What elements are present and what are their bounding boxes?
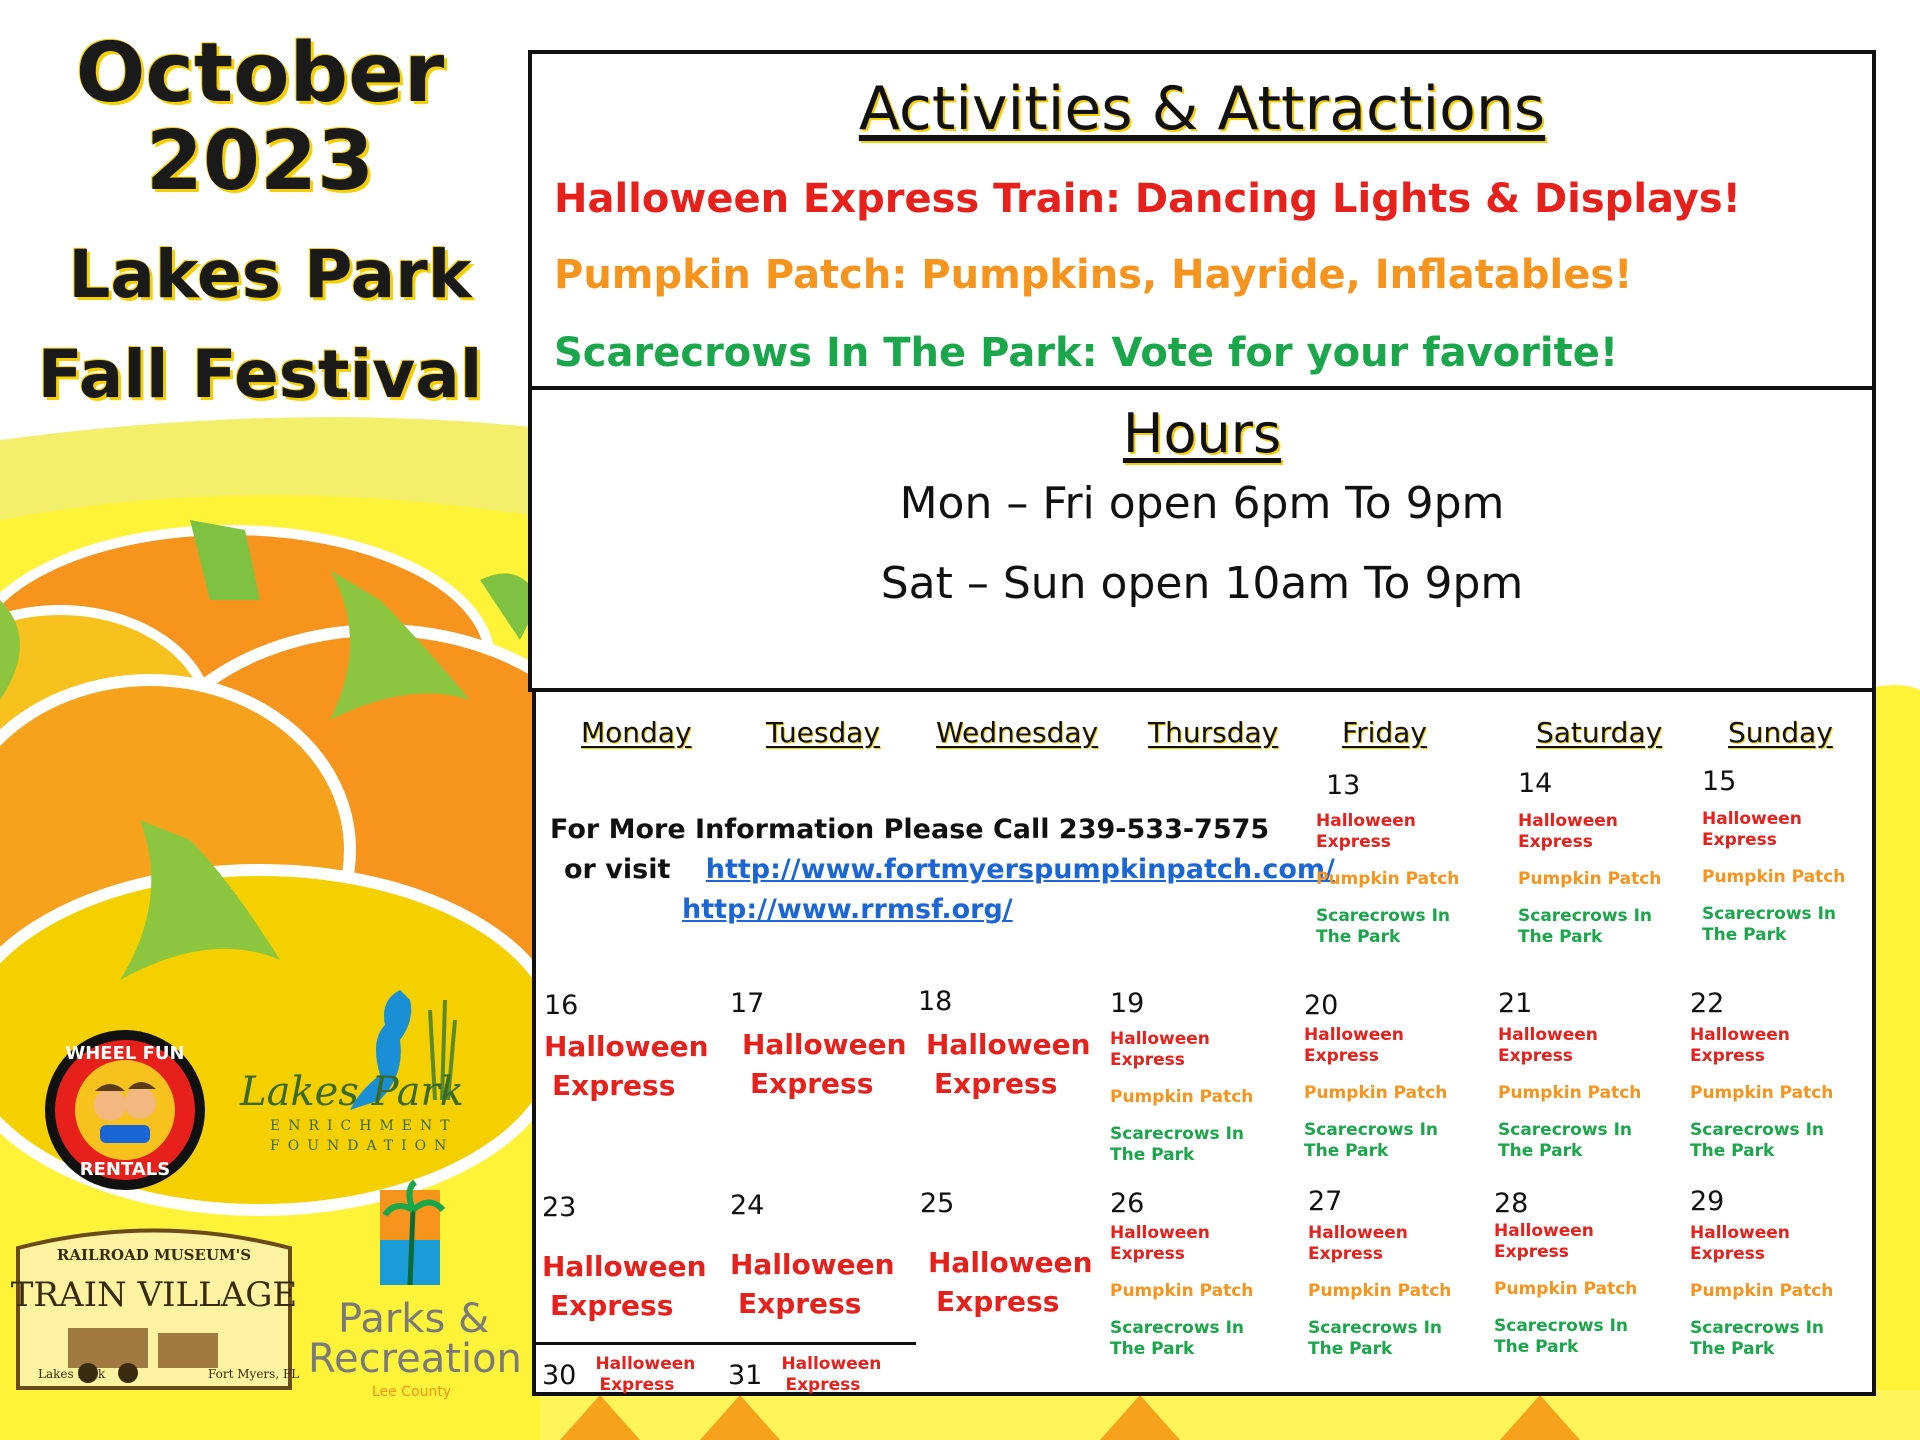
day-header-monday: Monday	[581, 716, 692, 749]
date-number: 16	[544, 990, 579, 1021]
link-rrmsf[interactable]: http://www.rrmsf.org/	[682, 894, 1013, 925]
day-cell-17	[730, 988, 910, 1103]
event-train-big: Halloween	[928, 1246, 1093, 1279]
event-pumpkin: Pumpkin Patch	[1690, 1083, 1834, 1103]
event-train: Halloween Express	[1690, 1025, 1790, 1066]
day-cell-18	[918, 986, 1098, 1103]
activities-heading: Activities & Attractions	[858, 74, 1546, 144]
event-train-big: Express	[936, 1285, 1060, 1318]
date-number: 31	[728, 1360, 763, 1391]
event-train: Halloween Express	[1308, 1223, 1408, 1264]
title-park: Lakes Park	[68, 236, 472, 313]
day-cell-13	[1316, 770, 1496, 948]
day-header-tuesday: Tuesday	[766, 716, 880, 749]
calendar-panel	[532, 688, 1876, 1396]
event-pumpkin: Pumpkin Patch	[1498, 1083, 1642, 1103]
lakespark-small-text: Lakes Park	[38, 1367, 106, 1381]
event-train-big: Express	[750, 1067, 874, 1100]
lakespark-sub1: ENRICHMENT	[270, 1118, 458, 1134]
day-cell-16	[544, 990, 724, 1105]
event-pumpkin: Pumpkin Patch	[1304, 1083, 1448, 1103]
event-scarecrow: Scarecrows In The Park	[1494, 1316, 1629, 1357]
day-cell-19	[1110, 988, 1290, 1166]
county-text: Lee County	[372, 1384, 452, 1400]
parks-text: Parks &	[338, 1296, 490, 1342]
date-number: 22	[1690, 988, 1725, 1019]
event-pumpkin: Pumpkin Patch	[1110, 1087, 1254, 1107]
date-number: 19	[1110, 988, 1145, 1019]
hours-weekday: Mon – Fri open 6pm To 9pm	[899, 478, 1505, 529]
activity-scarecrow: Scarecrows In The Park: Vote for your favorite!	[554, 330, 1619, 376]
link-pumpkinpatch[interactable]: http://www.fortmyerspumpkinpatch.com/	[705, 854, 1335, 885]
day-cell-14	[1518, 768, 1698, 948]
event-train-big: Express	[934, 1067, 1058, 1100]
event-train: Halloween Express	[1304, 1025, 1404, 1066]
date-number: 25	[920, 1188, 955, 1219]
info-visit: or visit	[564, 854, 671, 885]
event-train: Halloween Express	[1110, 1029, 1210, 1070]
activity-train: Halloween Express Train: Dancing Lights & Displays!	[554, 176, 1741, 222]
title-month: October	[75, 26, 445, 121]
recreation-text: Recreation	[308, 1336, 522, 1382]
trainvillage-text: TRAIN VILLAGE	[10, 1275, 298, 1315]
hours-panel	[528, 386, 1876, 692]
day-cell-30	[542, 1354, 722, 1396]
event-scarecrow: Scarecrows In The Park	[1316, 906, 1451, 947]
date-number: 20	[1304, 990, 1339, 1021]
event-pumpkin: Pumpkin Patch	[1110, 1281, 1254, 1301]
event-scarecrow: Scarecrows In The Park	[1690, 1120, 1825, 1161]
day-cell-21	[1498, 988, 1678, 1162]
date-number: 26	[1110, 1188, 1145, 1219]
day-cell-26	[1110, 1188, 1290, 1360]
day-cell-22	[1690, 988, 1870, 1162]
day-cell-20	[1304, 990, 1484, 1162]
day-cell-25	[920, 1188, 1100, 1321]
event-scarecrow: Scarecrows In The Park	[1304, 1120, 1439, 1161]
day-cell-23	[542, 1192, 722, 1325]
event-train: Halloween Express	[1690, 1223, 1790, 1264]
lakespark-sub2: FOUNDATION	[270, 1138, 455, 1154]
date-number: 21	[1498, 988, 1533, 1019]
date-number: 24	[730, 1190, 765, 1221]
day-header-thursday: Thursday	[1148, 716, 1279, 749]
event-train: Halloween Express	[1498, 1025, 1598, 1066]
wheelfun-top-text: WHEEL FUN	[65, 1043, 185, 1064]
day-header-wednesday: Wednesday	[936, 716, 1099, 749]
event-train: Halloween Express	[1494, 1221, 1594, 1262]
wheelfun-logo	[40, 1025, 210, 1195]
date-number: 13	[1326, 770, 1361, 801]
event-scarecrow: Scarecrows In The Park	[1110, 1318, 1245, 1359]
event-scarecrow: Scarecrows In The Park	[1702, 904, 1837, 945]
hours-weekend: Sat – Sun open 10am To 9pm	[880, 558, 1524, 609]
activity-pumpkin: Pumpkin Patch: Pumpkins, Hayride, Inflatables!	[554, 252, 1633, 298]
event-train-big: Halloween	[926, 1028, 1091, 1061]
event-train-big: Express	[552, 1069, 676, 1102]
event-pumpkin: Pumpkin Patch	[1316, 869, 1460, 889]
event-train-big: Halloween	[542, 1250, 707, 1283]
event-scarecrow: Scarecrows In The Park	[1498, 1120, 1633, 1161]
event-scarecrow: Scarecrows In The Park	[1690, 1318, 1825, 1359]
date-number: 30	[542, 1360, 577, 1391]
event-train: Express	[599, 1375, 675, 1395]
event-train-big: Halloween	[730, 1248, 895, 1281]
event-scarecrow: Scarecrows In The Park	[1110, 1124, 1245, 1165]
event-scarecrow: Scarecrows In The Park	[1308, 1318, 1443, 1359]
date-number: 28	[1494, 1188, 1529, 1219]
day-cell-28	[1494, 1188, 1674, 1358]
date-number: 23	[542, 1192, 577, 1223]
museum-text: RAILROAD MUSEUM'S	[56, 1246, 252, 1264]
event-pumpkin: Pumpkin Patch	[1702, 867, 1846, 887]
title-year: 2023	[145, 114, 375, 209]
event-train-big: Halloween	[544, 1030, 709, 1063]
train-village-logo	[8, 1218, 300, 1398]
event-train: Express	[785, 1375, 861, 1395]
event-train: Halloween Express	[1518, 811, 1618, 852]
hours-heading: Hours	[1122, 402, 1282, 465]
fortmyers-text: Fort Myers, FL	[208, 1367, 300, 1381]
date-number: 17	[730, 988, 765, 1019]
event-train: Halloween Express	[1110, 1223, 1210, 1264]
info-call: For More Information Please Call 239-533-7575	[550, 814, 1270, 845]
date-number: 18	[918, 986, 953, 1017]
day-header-saturday: Saturday	[1536, 716, 1663, 749]
lakespark-foundation-logo	[230, 980, 480, 1160]
event-train-big: Express	[738, 1287, 862, 1320]
date-number: 27	[1308, 1186, 1343, 1217]
event-train: Halloween	[781, 1354, 882, 1374]
activities-panel	[528, 50, 1876, 390]
wheelfun-bottom-text: RENTALS	[79, 1159, 171, 1180]
event-train-big: Express	[550, 1289, 674, 1322]
row-divider	[536, 1342, 916, 1345]
day-cell-15	[1702, 766, 1882, 946]
event-train: Halloween	[595, 1354, 696, 1374]
event-pumpkin: Pumpkin Patch	[1518, 869, 1662, 889]
day-cell-29	[1690, 1186, 1870, 1360]
date-number: 15	[1702, 766, 1737, 797]
day-cell-24	[730, 1190, 910, 1323]
event-train-big: Halloween	[742, 1028, 907, 1061]
event-train: Halloween Express	[1316, 811, 1416, 852]
date-number: 29	[1690, 1186, 1725, 1217]
event-pumpkin: Pumpkin Patch	[1308, 1281, 1452, 1301]
day-cell-27	[1308, 1186, 1488, 1360]
date-number: 14	[1518, 768, 1553, 799]
event-scarecrow: Scarecrows In The Park	[1518, 906, 1653, 947]
title-festival: Fall Festival	[37, 336, 483, 413]
info-block	[550, 810, 1335, 930]
event-train: Halloween Express	[1702, 809, 1802, 850]
day-header-sunday: Sunday	[1728, 716, 1833, 749]
event-pumpkin: Pumpkin Patch	[1494, 1279, 1638, 1299]
day-cell-31	[728, 1354, 908, 1396]
lakespark-text: Lakes Park	[240, 1069, 464, 1115]
day-header-friday: Friday	[1342, 716, 1427, 749]
parks-palm-logo	[375, 1180, 450, 1290]
event-pumpkin: Pumpkin Patch	[1690, 1281, 1834, 1301]
